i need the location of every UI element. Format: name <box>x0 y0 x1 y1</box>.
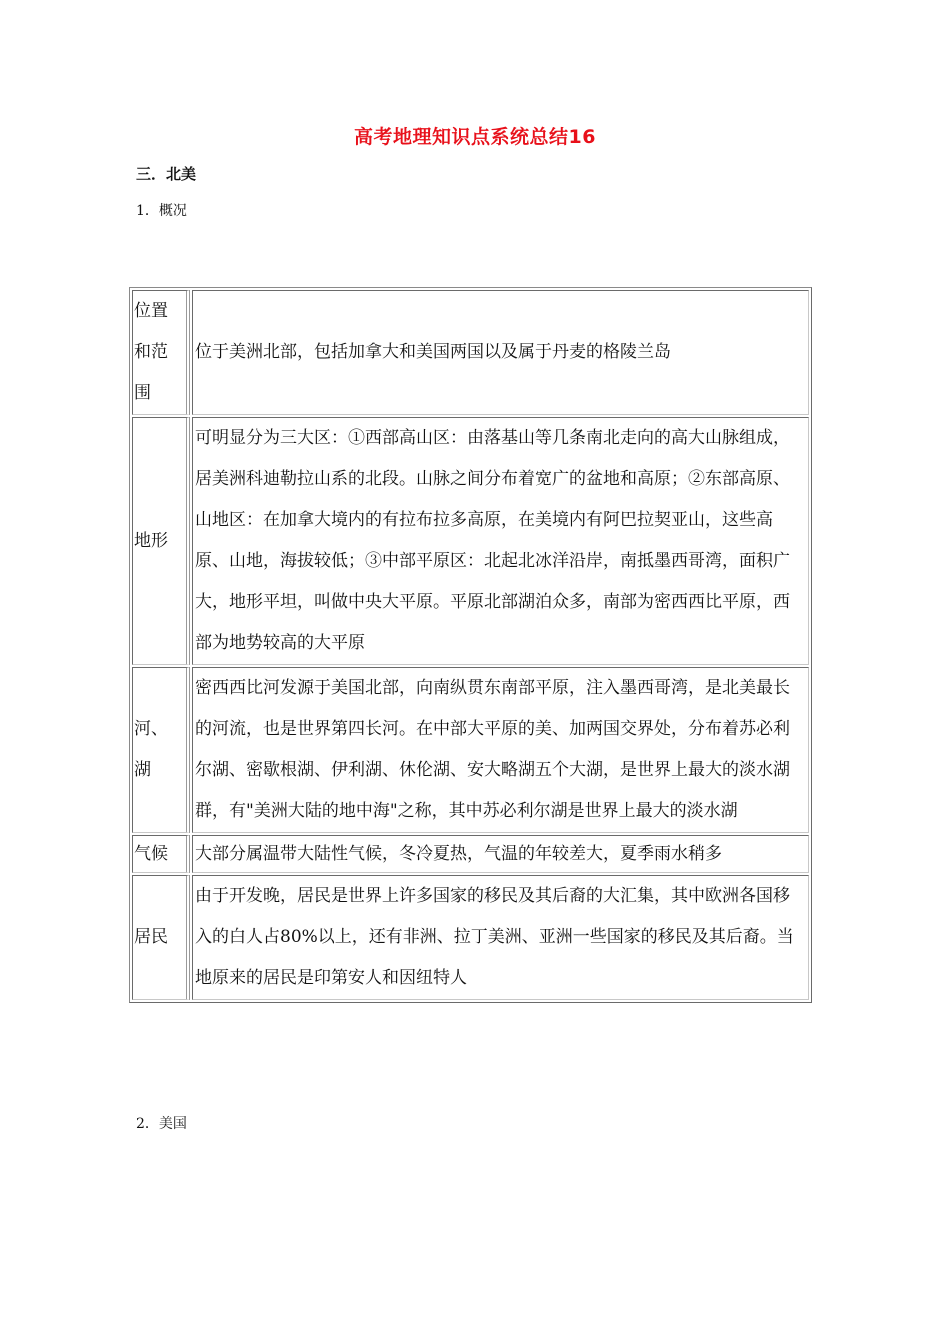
row-label: 地形 <box>132 417 190 665</box>
row-content: 位于美洲北部，包括加拿大和美国两国以及属于丹麦的格陵兰岛 <box>192 290 809 415</box>
row-content: 大部分属温带大陆性气候，冬冷夏热，气温的年较差大，夏季雨水稍多 <box>192 835 809 873</box>
row-label: 位置和范围 <box>132 290 190 415</box>
row-label: 居民 <box>132 875 190 1000</box>
table-row-residents <box>132 875 809 1000</box>
section-heading: 三．北美 <box>136 165 197 183</box>
row-content: 由于开发晚，居民是世界上许多国家的移民及其后裔的大汇集，其中欧洲各国移入的白人占80%以上，还有非洲、拉丁美洲、亚洲一些国家的移民及其后裔。当地原来的居民是印第安人和因纽特人 <box>192 875 809 1000</box>
sub-heading-overview: 1．概况 <box>136 203 187 219</box>
north-america-overview-table <box>129 287 812 1003</box>
row-content: 可明显分为三大区：①西部高山区：由落基山等几条南北走向的高大山脉组成，居美洲科迪勒拉山系的北段。山脉之间分布着宽广的盆地和高原；②东部高原、山地区：在加拿大境内的有拉布拉多高原，在美境内有阿巴拉契亚山，这些高原、山地，海拔较低；③中部平原区：北起北冰洋沿岸，南抵墨西哥湾，面积广大，地形平坦，叫做中央大平原。平原北部湖泊众多，南部为密西西比平原，西部为地势较高的大平原 <box>192 417 809 665</box>
row-content: 密西西比河发源于美国北部，向南纵贯东南部平原，注入墨西哥湾，是北美最长的河流，也是世界第四长河。在中部大平原的美、加两国交界处，分布着苏必利尔湖、密歇根湖、伊利湖、休伦湖、安大略湖五个大湖，是世界上最大的淡水湖群，有"美洲大陆的地中海"之称，其中苏必利尔湖是世界上最大的淡水湖 <box>192 667 809 833</box>
sub-heading-usa: 2．美国 <box>136 1116 187 1132</box>
table-row-location <box>132 290 809 415</box>
row-label: 河、湖 <box>132 667 190 833</box>
row-label: 气候 <box>132 835 190 873</box>
table-row-climate <box>132 835 809 873</box>
document-title: 高考地理知识点系统总结16 <box>354 126 596 148</box>
table-row-rivers-lakes <box>132 667 809 833</box>
table-row-terrain <box>132 417 809 665</box>
